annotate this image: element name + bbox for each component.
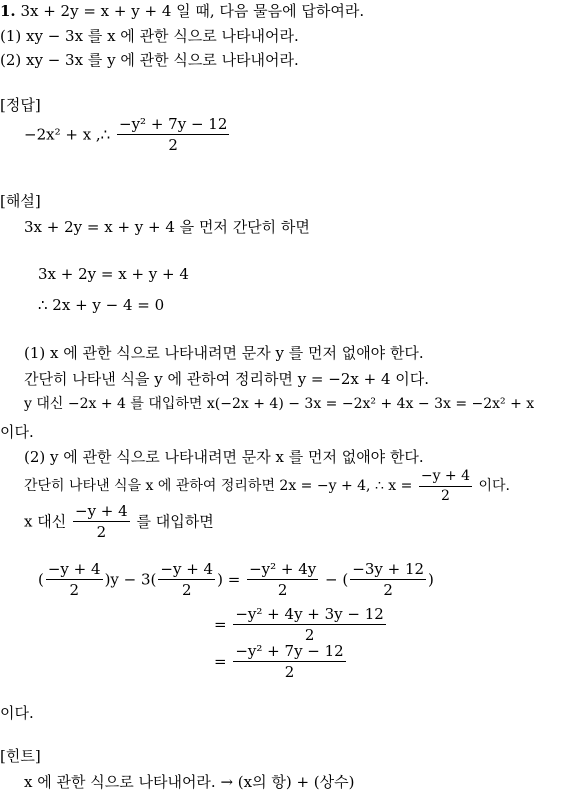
part2-substitute-fraction	[73, 502, 130, 541]
calc-row-3	[214, 642, 348, 681]
part2-substitute-fraction-denominator: 2	[96, 523, 107, 541]
part2-line3	[24, 502, 214, 541]
solution-label: [해설]	[0, 192, 41, 210]
problem-stem: 3x + 2y = x + y + 4 일 때, 다음 물음에 답하여라.	[20, 2, 365, 20]
answer-label: [정답]	[0, 96, 41, 114]
solution-intro: 3x + 2y = x + y + 4 을 먼저 간단히 하면	[24, 218, 310, 236]
calc-r3-fraction	[233, 642, 345, 681]
part1-line1: (1) x 에 관한 식으로 나타내려면 문자 y 를 먼저 없애야 한다.	[24, 344, 424, 362]
part2-line2-pre: 간단히 나타낸 식을 x 에 관하여 정리하면 2x = −y + 4, ∴ x =	[24, 477, 413, 494]
solution-equation-2: ∴ 2x + y − 4 = 0	[38, 296, 165, 314]
part1-line2: 간단히 나타낸 식을 y 에 관하여 정리하면 y = −2x + 4 이다.	[24, 370, 430, 388]
part1-line3: y 대신 −2x + 4 를 대입하면 x(−2x + 4) − 3x = −2x² + 4x − 3x = −2x² + x	[24, 396, 535, 412]
calc-r3-denominator: 2	[284, 663, 295, 681]
part1-line4: 이다.	[0, 423, 34, 441]
part2-line1: (2) y 에 관한 식으로 나타내려면 문자 x 를 먼저 없애야 한다.	[24, 448, 424, 466]
calc-close-paren: )	[428, 570, 434, 589]
part2-line3-post: 를 대입하면	[136, 512, 214, 531]
answer-fraction-denominator: 2	[168, 136, 178, 154]
calc-fraction-b-denominator: 2	[181, 581, 192, 599]
problem-number: 1.	[0, 2, 16, 20]
part2-x-fraction-denominator: 2	[440, 487, 450, 504]
calc-r2-numerator: −y² + 4y + 3y − 12	[235, 605, 384, 623]
question-1: (1) xy − 3x 를 x 에 관한 식으로 나타내어라.	[0, 27, 299, 45]
calc-r3-numerator: −y² + 7y − 12	[235, 642, 344, 660]
calc-r1-denominator: 2	[277, 581, 288, 599]
calc-row-1	[38, 560, 434, 599]
calc-r1b-fraction	[350, 560, 426, 599]
problem-stem-line	[0, 2, 364, 20]
calc-r2-denominator: 2	[304, 626, 315, 644]
calc-equals-3: =	[214, 652, 227, 671]
answer-lead: −2x² + x ,∴	[24, 125, 111, 144]
calc-fraction-a-denominator: 2	[69, 581, 79, 599]
calc-fraction-a	[46, 560, 103, 599]
solution-equation-1: 3x + 2y = x + y + 4	[38, 265, 189, 283]
hint-label: [힌트]	[0, 747, 41, 765]
hint-text: x 에 관한 식으로 나타내어라. → (x의 항) + (상수)	[24, 773, 355, 791]
calc-fraction-a-numerator: −y + 4	[47, 560, 101, 578]
calc-fraction-b	[158, 560, 215, 599]
calc-r1b-denominator: 2	[383, 581, 393, 599]
calc-fraction-b-numerator: −y + 4	[160, 560, 214, 578]
calc-minus: − (	[325, 570, 349, 589]
part2-line3-pre: x 대신	[24, 512, 67, 531]
answer-fraction	[117, 115, 229, 154]
calc-row-2	[214, 605, 388, 644]
part2-x-fraction	[419, 468, 472, 505]
part2-x-fraction-numerator: −y + 4	[419, 468, 472, 487]
calc-r1-numerator: −y² + 4y	[249, 560, 317, 578]
calc-equals-2: =	[214, 615, 227, 634]
answer-line	[24, 115, 231, 154]
calc-r1b-numerator: −3y + 12	[352, 560, 425, 578]
answer-fraction-numerator: −y² + 7y − 12	[119, 115, 228, 133]
calc-open-paren: (	[38, 570, 44, 589]
part2-line2-post: 이다.	[478, 477, 510, 494]
calc-middle: )y − 3(	[104, 570, 157, 589]
solution-end: 이다.	[0, 704, 34, 722]
calc-r1-fraction	[247, 560, 318, 599]
calc-equals-1: ) =	[217, 570, 241, 589]
calc-r2-fraction	[233, 605, 386, 644]
question-2: (2) xy − 3x 를 y 에 관한 식으로 나타내어라.	[0, 51, 299, 69]
part2-substitute-fraction-numerator: −y + 4	[75, 502, 128, 520]
part2-line2	[24, 468, 510, 505]
